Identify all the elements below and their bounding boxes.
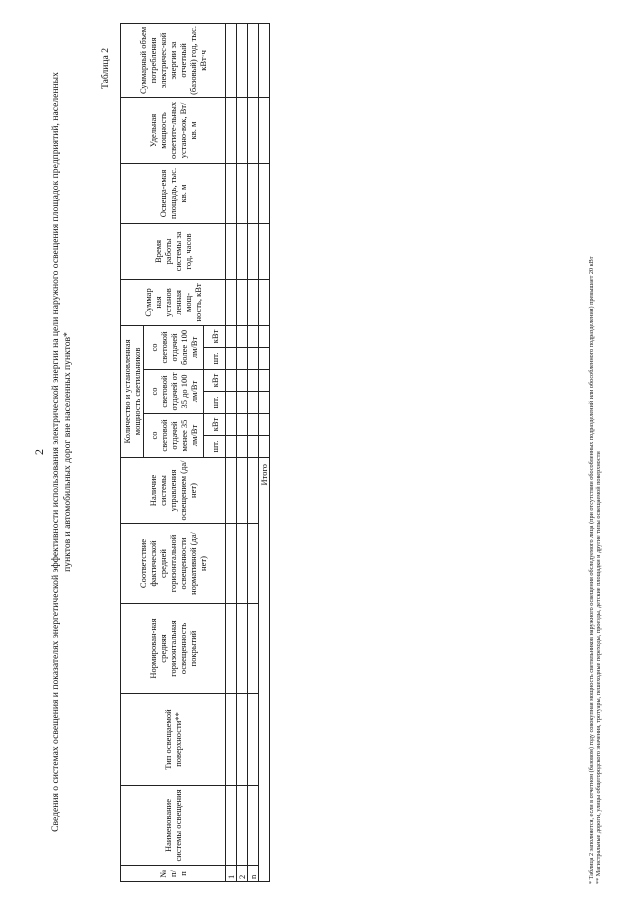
table-row xyxy=(226,23,237,881)
document-heading: Сведения о системах освещения и показателях энергетической эффективности использования электрической энергии на цели наружного освещения площадок предприятий, населенных пунктов и автомобильных дорог вне населенных пунктов* xyxy=(50,72,73,832)
header-eff-mid: со световой отдачей от 35 до 100 лм/Вт xyxy=(144,370,204,414)
unit-pcs: шт. xyxy=(204,348,226,370)
rotated-landscape-sheet xyxy=(22,12,622,892)
unit-pcs: шт. xyxy=(204,436,226,458)
row-number: 1 xyxy=(226,866,237,882)
table-label: Таблица 2 xyxy=(100,48,111,90)
header-surface-type: Тип освещаемой поверхности** xyxy=(121,694,226,786)
total-label: Итого xyxy=(259,458,270,882)
page-number: 2 xyxy=(32,449,46,455)
header-system-name: Наименование системы освещения xyxy=(121,786,226,866)
header-eff-high: со световой отдачей более 100 лм/Вт xyxy=(144,325,204,369)
header-total-power: Суммар ная установ ленная мощ-ность, кВт xyxy=(121,279,226,325)
unit-kw: кВт xyxy=(204,370,226,392)
header-num: № п/п xyxy=(121,866,226,882)
footnotes xyxy=(588,24,603,884)
table-row xyxy=(237,23,248,881)
footnote-1: * Таблица 2 заполняется, если в отчетном (базовом) году совокупная мощность светильников наружного освещения обследуемого лица (при отсутствии обособленных подразделений или обособленного подразделения) превышает 20 кВт xyxy=(588,256,595,884)
header-fixtures-group: Количество и установленная мощность светильников xyxy=(121,325,144,457)
row-number: n xyxy=(248,866,259,882)
header-compliance: Соответствие фактической средней горизонтальной освещенности нормативной (да/нет) xyxy=(121,524,226,604)
unit-kw: кВт xyxy=(204,414,226,436)
table-row xyxy=(248,23,259,881)
header-specific-power: Удельная мощность осветите-льных устано-вок, Вт/кв. м xyxy=(121,97,226,163)
header-area: Освеща-емая площадь, тыс. кв. м xyxy=(121,163,226,223)
header-consumption: Суммарный объем потребления электричес-кой энергии за отчетный (базовый) год, тыс. кВт·ч xyxy=(121,23,226,97)
total-row xyxy=(259,23,270,881)
footnote-2: ** Магистральные дороги, улицы общегородского значения, тротуары, пешеходные переходы, проезды, детские площадки и другие типы освещаемой поверхности xyxy=(595,451,603,884)
row-number: 2 xyxy=(237,866,248,882)
header-eff-low: со световой отдачей менее 35 лм/Вт xyxy=(144,414,204,458)
lighting-systems-table xyxy=(120,23,270,882)
unit-kw: кВт xyxy=(204,325,226,347)
header-hours: Время работы системы за год, часов xyxy=(121,223,226,279)
header-control-system: Наличие системы управления освещением (да/нет) xyxy=(121,458,226,524)
header-norm-illumination: Нормирован-ная средняя горизонтальная освещенность покрытий xyxy=(121,604,226,694)
unit-pcs: шт. xyxy=(204,392,226,414)
